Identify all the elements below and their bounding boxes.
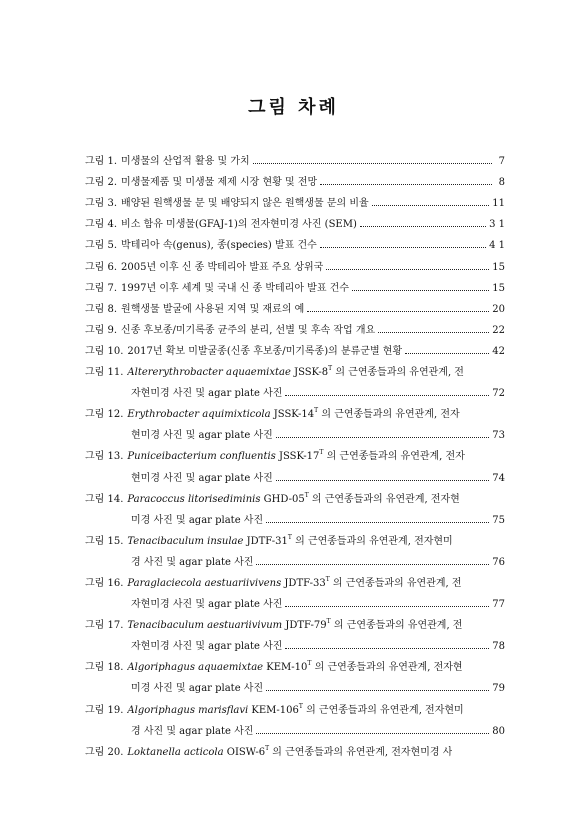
type-strain-mark: T (265, 744, 270, 752)
toc-entry[interactable] (85, 568, 505, 589)
leader-dots (256, 732, 489, 734)
figure-title-cont: 미경 사진 및 agar plate 사진 (131, 514, 264, 526)
figure-number: 그림 4. (85, 219, 118, 231)
figure-title (127, 405, 459, 420)
page-number: 78 (492, 641, 505, 653)
toc-entry[interactable] (85, 188, 505, 209)
toc-entry[interactable] (85, 315, 505, 336)
figure-title: 박테리아 속(genus), 종(species) 발표 건수 (121, 240, 317, 252)
figure-number: 그림 19. (85, 704, 124, 716)
figure-number: 그림 15. (85, 535, 124, 547)
species-name: Erythrobacter aquimixticola (127, 409, 271, 421)
figure-title (127, 658, 462, 673)
toc-entry[interactable] (85, 209, 505, 230)
figure-number: 그림 14. (85, 493, 124, 505)
type-strain-mark: T (326, 618, 331, 626)
toc-entry[interactable] (85, 230, 505, 251)
toc-entry-continuation[interactable] (85, 716, 505, 737)
toc-entry-continuation[interactable] (85, 420, 505, 441)
leader-dots (326, 268, 489, 270)
species-name: Paraglaciecola aestuariivivens (127, 577, 282, 589)
strain-id: GHD-05 (263, 493, 305, 505)
page-number: 77 (492, 599, 505, 611)
figure-number: 그림 11. (85, 367, 124, 379)
type-strain-mark: T (298, 702, 303, 710)
leader-dots (307, 310, 489, 312)
species-name: Puniceibacterium confluentis (127, 451, 276, 463)
leader-dots (378, 331, 489, 333)
type-strain-mark: T (287, 533, 292, 541)
page-number: 15 (492, 282, 505, 294)
leader-dots (266, 521, 489, 523)
figure-title (127, 532, 452, 547)
leader-dots (276, 436, 489, 438)
page-number: 42 (492, 345, 505, 357)
species-name: Loktanella acticola (127, 746, 224, 758)
type-strain-mark: T (328, 365, 333, 373)
species-name: Tenacibaculum insulae (127, 535, 244, 547)
page-title: 그림 차례 (248, 97, 339, 118)
toc-entry-continuation[interactable] (85, 589, 505, 610)
leader-dots (266, 689, 489, 691)
title-rest: 의 근연종들과의 유연관계, 전자현 (308, 493, 460, 505)
title-rest: 의 근연종들과의 유연관계, 전자현미 (302, 704, 464, 716)
figure-title-cont: 자현미경 사진 및 agar plate 사진 (131, 599, 283, 611)
type-strain-mark: T (307, 660, 312, 668)
page-number: 74 (492, 472, 505, 484)
strain-id: JDTF-79 (285, 620, 327, 632)
title-rest: 의 근연종들과의 유연관계, 전자현미 (291, 535, 453, 547)
type-strain-mark: T (325, 575, 330, 583)
toc-entry[interactable] (85, 294, 505, 315)
figure-title: 2005년 이후 신 종 박테리아 발표 주요 상위국 (121, 261, 324, 273)
figure-title: 배양된 원핵생물 문 및 배양되지 않은 원핵생물 문의 비율 (121, 198, 369, 210)
figure-number: 그림 5. (85, 240, 118, 252)
figure-title: 신종 후보종/미기록종 균주의 분리, 선별 및 후속 작업 개요 (121, 324, 376, 336)
leader-dots (256, 563, 489, 565)
page-number: 8 (498, 177, 505, 189)
leader-dots (360, 225, 486, 227)
page-number: 80 (492, 725, 505, 737)
leader-dots (285, 647, 489, 649)
page-number: 15 (492, 261, 505, 273)
toc-entry[interactable] (85, 610, 505, 631)
figure-number: 그림 20. (85, 746, 124, 758)
title-rest: 의 근연종들과의 유연관계, 전자현미경 사 (269, 746, 453, 758)
figure-title: 비소 함유 미생물(GFAJ-1)의 전자현미경 사진 (SEM) (121, 219, 357, 231)
title-rest: 의 근연종들과의 유연관계, 전 (330, 620, 463, 632)
strain-id: JDTF-31 (246, 535, 288, 547)
figure-title-cont: 경 사진 및 agar plate 사진 (131, 556, 254, 568)
strain-id: JSSK-14 (273, 409, 315, 421)
toc-list (85, 146, 505, 758)
toc-entry[interactable] (85, 526, 505, 547)
toc-entry-continuation[interactable] (85, 505, 505, 526)
leader-dots (352, 289, 489, 291)
page-number: 4 1 (489, 240, 505, 252)
figure-title (127, 574, 461, 589)
leader-dots (253, 162, 492, 164)
figure-title (127, 701, 463, 716)
page-number: 73 (492, 430, 505, 442)
strain-id: KEM-10 (266, 662, 308, 674)
figure-title-cont: 경 사진 및 agar plate 사진 (131, 725, 254, 737)
title-rest: 의 근연종들과의 유연관계, 전 (329, 577, 462, 589)
figure-title-cont: 미경 사진 및 agar plate 사진 (131, 683, 264, 695)
toc-entry[interactable] (85, 737, 505, 758)
type-strain-mark: T (304, 491, 309, 499)
figure-number: 그림 17. (85, 620, 124, 632)
toc-entry-continuation[interactable] (85, 547, 505, 568)
figure-number: 그림 8. (85, 303, 118, 315)
species-name: Algoriphagus aquaemixtae (127, 662, 264, 674)
species-name: Paracoccus litorisediminis (127, 493, 261, 505)
figure-number: 그림 16. (85, 577, 124, 589)
figure-title: 미생물의 산업적 활용 및 가치 (121, 156, 250, 168)
leader-dots (285, 605, 489, 607)
page-number: 79 (492, 683, 505, 695)
toc-entry-continuation[interactable] (85, 378, 505, 399)
type-strain-mark: T (314, 407, 319, 415)
type-strain-mark: T (319, 449, 324, 457)
toc-entry[interactable] (85, 399, 505, 420)
figure-number: 그림 18. (85, 662, 124, 674)
leader-dots (320, 246, 486, 248)
figure-title-cont: 현미경 사진 및 agar plate 사진 (131, 472, 273, 484)
toc-entry[interactable] (85, 694, 505, 715)
figure-title (127, 490, 459, 505)
toc-entry-continuation[interactable] (85, 631, 505, 652)
page-number: 72 (492, 388, 505, 400)
strain-id: OISW-6 (226, 746, 266, 758)
strain-id: JDTF-33 (284, 577, 326, 589)
page-number: 7 (498, 156, 505, 168)
toc-entry[interactable] (85, 251, 505, 272)
figure-title (127, 616, 462, 631)
leader-dots (276, 479, 489, 481)
figure-number: 그림 13. (85, 451, 124, 463)
species-name: Tenacibaculum aestuariivivum (127, 620, 283, 632)
toc-entry[interactable] (85, 441, 505, 462)
title-rest: 의 근연종들과의 유연관계, 전자 (323, 451, 465, 463)
toc-entry[interactable] (85, 357, 505, 378)
figure-number: 그림 6. (85, 261, 118, 273)
figure-number: 그림 7. (85, 282, 118, 294)
figure-title (127, 447, 464, 462)
figure-title-cont: 자현미경 사진 및 agar plate 사진 (131, 641, 283, 653)
page-number: 22 (492, 324, 505, 336)
figure-title: 2017년 확보 미발굴종(신종 후보종/미기록종)의 분류군별 현황 (127, 345, 403, 357)
page-number: 11 (492, 198, 505, 210)
title-rest: 의 근연종들과의 유연관계, 전 (332, 367, 464, 379)
leader-dots (405, 352, 489, 354)
page-number: 20 (492, 303, 505, 315)
page-number: 3 1 (489, 219, 505, 231)
leader-dots (372, 204, 490, 206)
page-number: 76 (492, 556, 505, 568)
figure-number: 그림 10. (85, 345, 124, 357)
species-name: Altererythrobacter aquaemixtae (127, 367, 291, 379)
toc-entry[interactable] (85, 273, 505, 294)
toc-entry-continuation[interactable] (85, 462, 505, 483)
strain-id: JSSK-17 (278, 451, 320, 463)
title-rest: 의 근연종들과의 유연관계, 전자 (318, 409, 460, 421)
species-name: Algoriphagus marisflavi (127, 704, 249, 716)
figure-number: 그림 3. (85, 198, 118, 210)
figure-title: 원핵생물 발굴에 사용된 지역 및 재료의 예 (121, 303, 305, 315)
figure-title: 미생물제품 및 미생물 제제 시장 현황 및 전망 (121, 177, 318, 189)
figure-title-cont: 현미경 사진 및 agar plate 사진 (131, 430, 273, 442)
strain-id: JSSK-8 (294, 367, 329, 379)
leader-dots (320, 183, 492, 185)
figure-number: 그림 9. (85, 324, 118, 336)
figure-number: 그림 1. (85, 156, 118, 168)
figure-number: 그림 12. (85, 409, 124, 421)
figure-title-cont: 자현미경 사진 및 agar plate 사진 (131, 388, 283, 400)
figure-number: 그림 2. (85, 177, 118, 189)
page-number: 75 (492, 514, 505, 526)
figure-title (127, 743, 452, 758)
toc-entry[interactable] (85, 484, 505, 505)
toc-entry[interactable] (85, 652, 505, 673)
toc-entry[interactable] (85, 336, 505, 357)
figure-title: 1997년 이후 세계 및 국내 신 종 박테리아 발표 건수 (121, 282, 349, 294)
title-rest: 의 근연종들과의 유연관계, 전자현 (311, 662, 463, 674)
toc-entry[interactable] (85, 167, 505, 188)
figure-title (127, 363, 464, 378)
strain-id: KEM-106 (251, 704, 299, 716)
leader-dots (285, 394, 489, 396)
toc-entry-continuation[interactable] (85, 673, 505, 694)
toc-entry[interactable] (85, 146, 505, 167)
